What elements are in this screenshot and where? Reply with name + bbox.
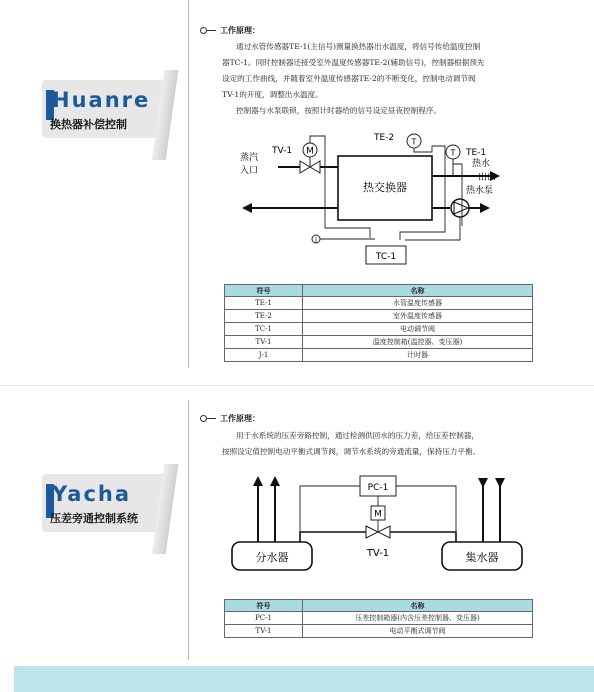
brand-subtitle: 换热器补偿控制 — [50, 118, 127, 131]
logo-card-yacha — [42, 474, 166, 532]
brand-subtitle: 压差旁通控制系统 — [50, 512, 138, 525]
label-te2: TE-2 — [374, 133, 395, 143]
divider-line — [188, 400, 189, 660]
logo-card-huanre — [42, 80, 166, 138]
arrow-left-icon — [480, 203, 490, 213]
bullet-icon — [194, 27, 216, 35]
table-row — [225, 323, 533, 336]
table-row — [225, 612, 533, 625]
para-line: 按照设定值控制电动平衡式调节阀，调节水系统的旁通流量，保持压力平衡。 — [222, 447, 481, 456]
cell-name: 电动平衡式调节阀 — [303, 625, 533, 638]
para-line: 控制器与水泵联锁，按照计时器给的信号设定昼夜控制程序。 — [236, 106, 442, 115]
spec-table — [224, 599, 533, 638]
label-heat-exchanger: 热交换器 — [363, 181, 407, 194]
label-tc1: TC-1 — [375, 252, 397, 262]
divider-line — [188, 0, 189, 368]
bullet-icon — [194, 415, 216, 423]
motor-label: M — [374, 509, 382, 520]
label-return-manifold: 集水器 — [465, 551, 499, 564]
motor-label: M — [306, 146, 314, 157]
column-header: 符号 — [225, 600, 303, 612]
table-row — [225, 336, 533, 349]
column-header: 符号 — [225, 285, 303, 297]
label-supply-manifold: 分水器 — [255, 551, 289, 564]
section-divider — [0, 385, 594, 386]
cell-symbol: PC-1 — [225, 612, 303, 625]
footer-band — [14, 666, 594, 692]
cell-symbol: TV-1 — [225, 625, 303, 638]
brand-name: Yacha — [52, 482, 132, 506]
heat-exchanger-diagram — [220, 128, 520, 278]
label-pump: 热水泵 — [466, 186, 494, 196]
column-header: 名称 — [303, 600, 533, 612]
arrow-left-icon — [242, 203, 252, 213]
sensor-label: T — [450, 148, 456, 158]
arrow-down-icon — [495, 478, 505, 488]
cell-symbol: TC-1 — [225, 323, 303, 336]
table-header-row — [225, 600, 533, 612]
cell-name: 压差控制箱器(内含压差控制器、变压器) — [303, 612, 533, 625]
cell-name: 室外温度传感器 — [303, 310, 533, 323]
arrow-up-icon — [270, 476, 280, 486]
table-header-row — [225, 285, 533, 297]
para-line: 用于水系统的压差旁路控制，通过检测供回水的压力差，给压差控制器， — [236, 431, 479, 440]
column-header: 名称 — [303, 285, 533, 297]
label-pc1: PC-1 — [367, 483, 389, 493]
label-te1: TE-1 — [466, 148, 487, 158]
cell-name: 水管温度传感器 — [303, 297, 533, 310]
section-title: 工作原理： — [220, 414, 260, 423]
timer-label: J — [315, 236, 317, 244]
description-paragraph — [222, 39, 536, 119]
cell-name: 电动调节阀 — [303, 323, 533, 336]
para-line: 通过水管传感器TE-1(主信号)测量换热器出水温度，将信号传给温度控制 — [236, 42, 481, 51]
pressure-bypass-diagram — [220, 470, 530, 585]
cell-symbol: J-1 — [225, 349, 303, 362]
spec-table — [224, 284, 533, 362]
cell-symbol: TV-1 — [225, 336, 303, 349]
label-tv1: TV-1 — [366, 548, 390, 559]
cell-name: 计时器 — [303, 349, 533, 362]
cell-symbol: TE-2 — [225, 310, 303, 323]
para-line: TV-1的开度，调整出水温度。 — [222, 90, 323, 99]
arrow-up-icon — [253, 476, 263, 486]
table-row — [225, 625, 533, 638]
label-tv1: TV-1 — [272, 146, 293, 156]
cell-symbol: TE-1 — [225, 297, 303, 310]
section-title: 工作原理： — [220, 26, 260, 35]
label-inlet: 入口 — [240, 166, 259, 176]
label-outlet: 出口 — [478, 173, 497, 183]
para-line: 设定的工作曲线，并随着室外温度传感器TE-2的不断变化，控制电动调节阀 — [222, 74, 476, 83]
sensor-label: T — [411, 137, 417, 147]
table-row — [225, 297, 533, 310]
label-steam: 蒸汽 — [240, 153, 259, 163]
brand-name: Huanre — [52, 88, 151, 112]
description-paragraph — [222, 428, 546, 460]
label-hot-water: 热水 — [472, 159, 491, 169]
para-line: 器TC-1。同时控制器还接受室外温度传感器TE-2(辅助信号)，控制器根据预先 — [222, 58, 485, 67]
table-row — [225, 310, 533, 323]
table-row — [225, 349, 533, 362]
arrow-down-icon — [478, 478, 488, 488]
cell-name: 温度控制箱(温控器、变压器) — [303, 336, 533, 349]
